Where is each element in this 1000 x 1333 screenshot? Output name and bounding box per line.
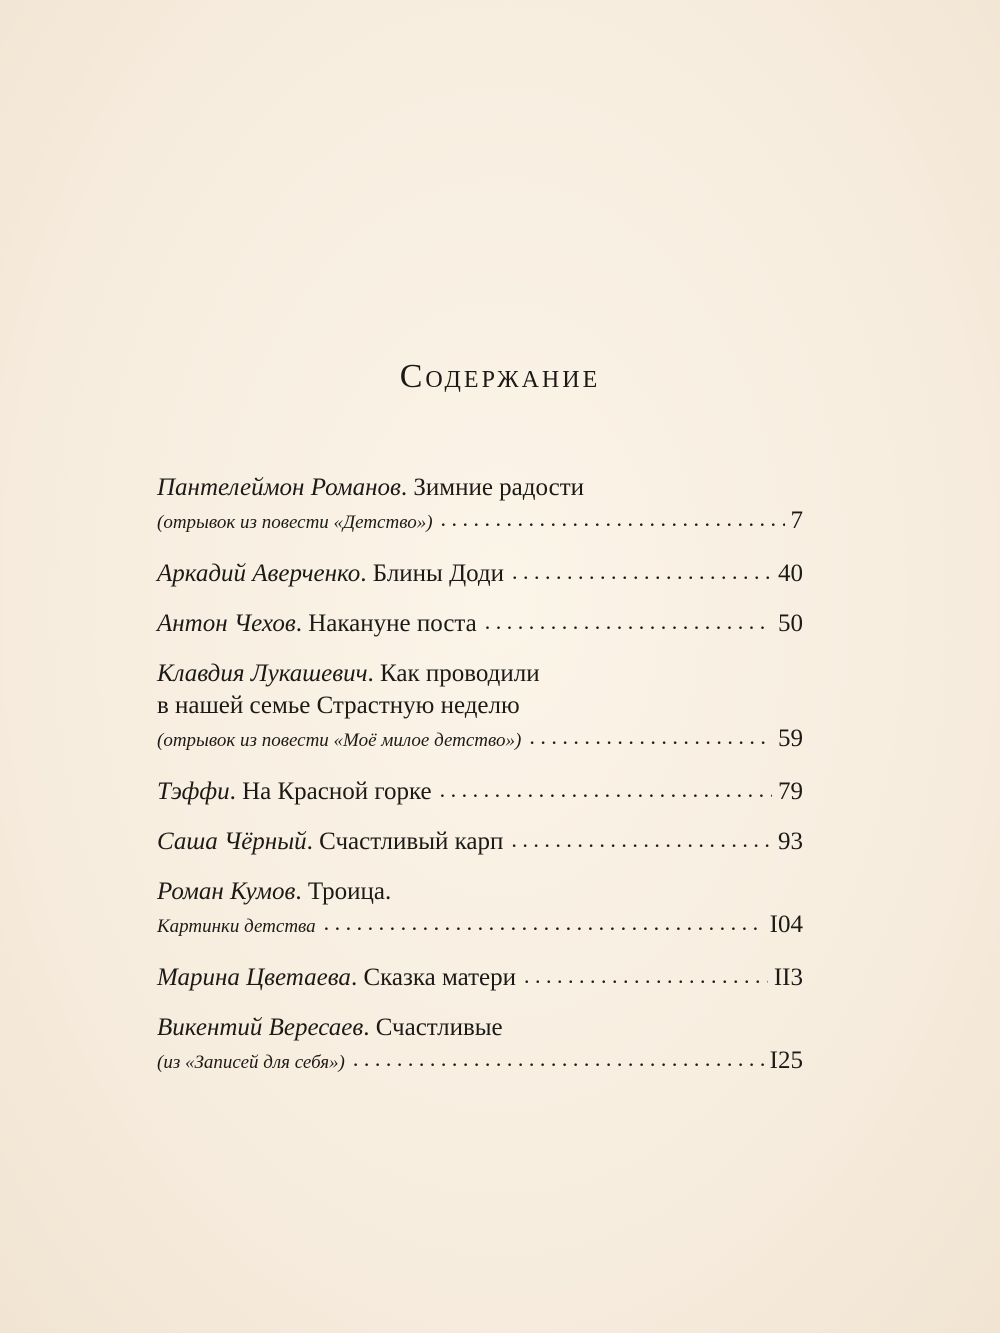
toc-entry: Саша Чёрный . Счастливый карп . . . 93	[157, 826, 803, 858]
dot-leader	[524, 960, 768, 992]
entry-subtitle: (отрывок из повести «Детство»)	[157, 512, 433, 533]
entry-page-number: 50	[778, 610, 803, 637]
toc-entry: Марина Цветаева . Сказка матери . . . II3	[157, 962, 803, 994]
dot-leader	[324, 906, 764, 940]
entry-title: Счастливые	[375, 1014, 503, 1041]
entry-title: Счастливый карп	[319, 828, 504, 855]
dot-leader	[485, 606, 772, 638]
entry-title: На Красной горке	[242, 778, 432, 805]
entry-author: Аркадий Аверченко	[157, 560, 361, 587]
page-title: Содержание	[399, 358, 601, 395]
entry-author: Тэффи	[157, 778, 230, 805]
dot-leader	[353, 1042, 764, 1076]
entry-page-number: II3	[773, 964, 803, 991]
entry-title: Как проводили	[380, 660, 540, 687]
entry-title: Сказка матери	[363, 964, 516, 991]
entry-author: Марина Цветаева	[157, 964, 351, 991]
entry-subtitle: Картинки детства	[157, 916, 316, 937]
entry-subtitle: (отрывок из повести «Моё милое детство»)	[157, 730, 522, 751]
entry-title: Блины Доди	[372, 560, 505, 587]
toc-entry: Викентий Вересаев . Счастливые (из «Записей для себя») . . . I25	[157, 1012, 803, 1080]
entry-page-number: 93	[778, 828, 803, 855]
entry-page-number: I25	[769, 1047, 803, 1074]
dot-leader	[441, 502, 785, 536]
entry-page-number: 59	[778, 725, 803, 752]
entry-page-number: 79	[778, 778, 803, 805]
entry-author: Пантелеймон Романов	[157, 474, 401, 501]
entry-page-number: 40	[778, 560, 803, 587]
dot-leader	[529, 720, 772, 754]
dot-leader	[511, 824, 772, 856]
entry-title: Накануне поста	[308, 610, 477, 637]
entry-author: Викентий Вересаев	[157, 1014, 364, 1041]
toc-entry: Тэффи . На Красной горке . . . 79	[157, 776, 803, 808]
entry-title-continued: в нашей семье Страстную неделю	[157, 692, 520, 719]
entry-page-number: 7	[790, 507, 803, 534]
entry-subtitle: (из «Записей для себя»)	[157, 1052, 345, 1073]
entry-author: Антон Чехов	[157, 610, 296, 637]
entry-title: Троица.	[307, 878, 392, 905]
entry-author: Роман Кумов	[157, 878, 296, 905]
toc-entry: Клавдия Лукашевич . Как проводили в нашей семье Страстную неделю (отрывок из повести «Моё милое детство») . . . 59	[157, 658, 803, 758]
dot-leader	[440, 774, 772, 806]
entry-author: Саша Чёрный	[157, 828, 307, 855]
toc-entry: Антон Чехов . Накануне поста . . . 50	[157, 608, 803, 640]
toc-entry: Роман Кумов . Троица. Картинки детства . . . I04	[157, 876, 803, 944]
entry-author: Клавдия Лукашевич	[157, 660, 368, 687]
toc-entry: Аркадий Аверченко . Блины Доди . . . 40	[157, 558, 803, 590]
dot-leader	[512, 556, 772, 588]
entry-page-number: I04	[769, 911, 803, 938]
table-of-contents	[157, 472, 803, 1098]
entry-title: Зимние радости	[413, 474, 585, 501]
toc-entry: Пантелеймон Романов . Зимние радости (отрывок из повести «Детство») . . . 7	[157, 472, 803, 540]
